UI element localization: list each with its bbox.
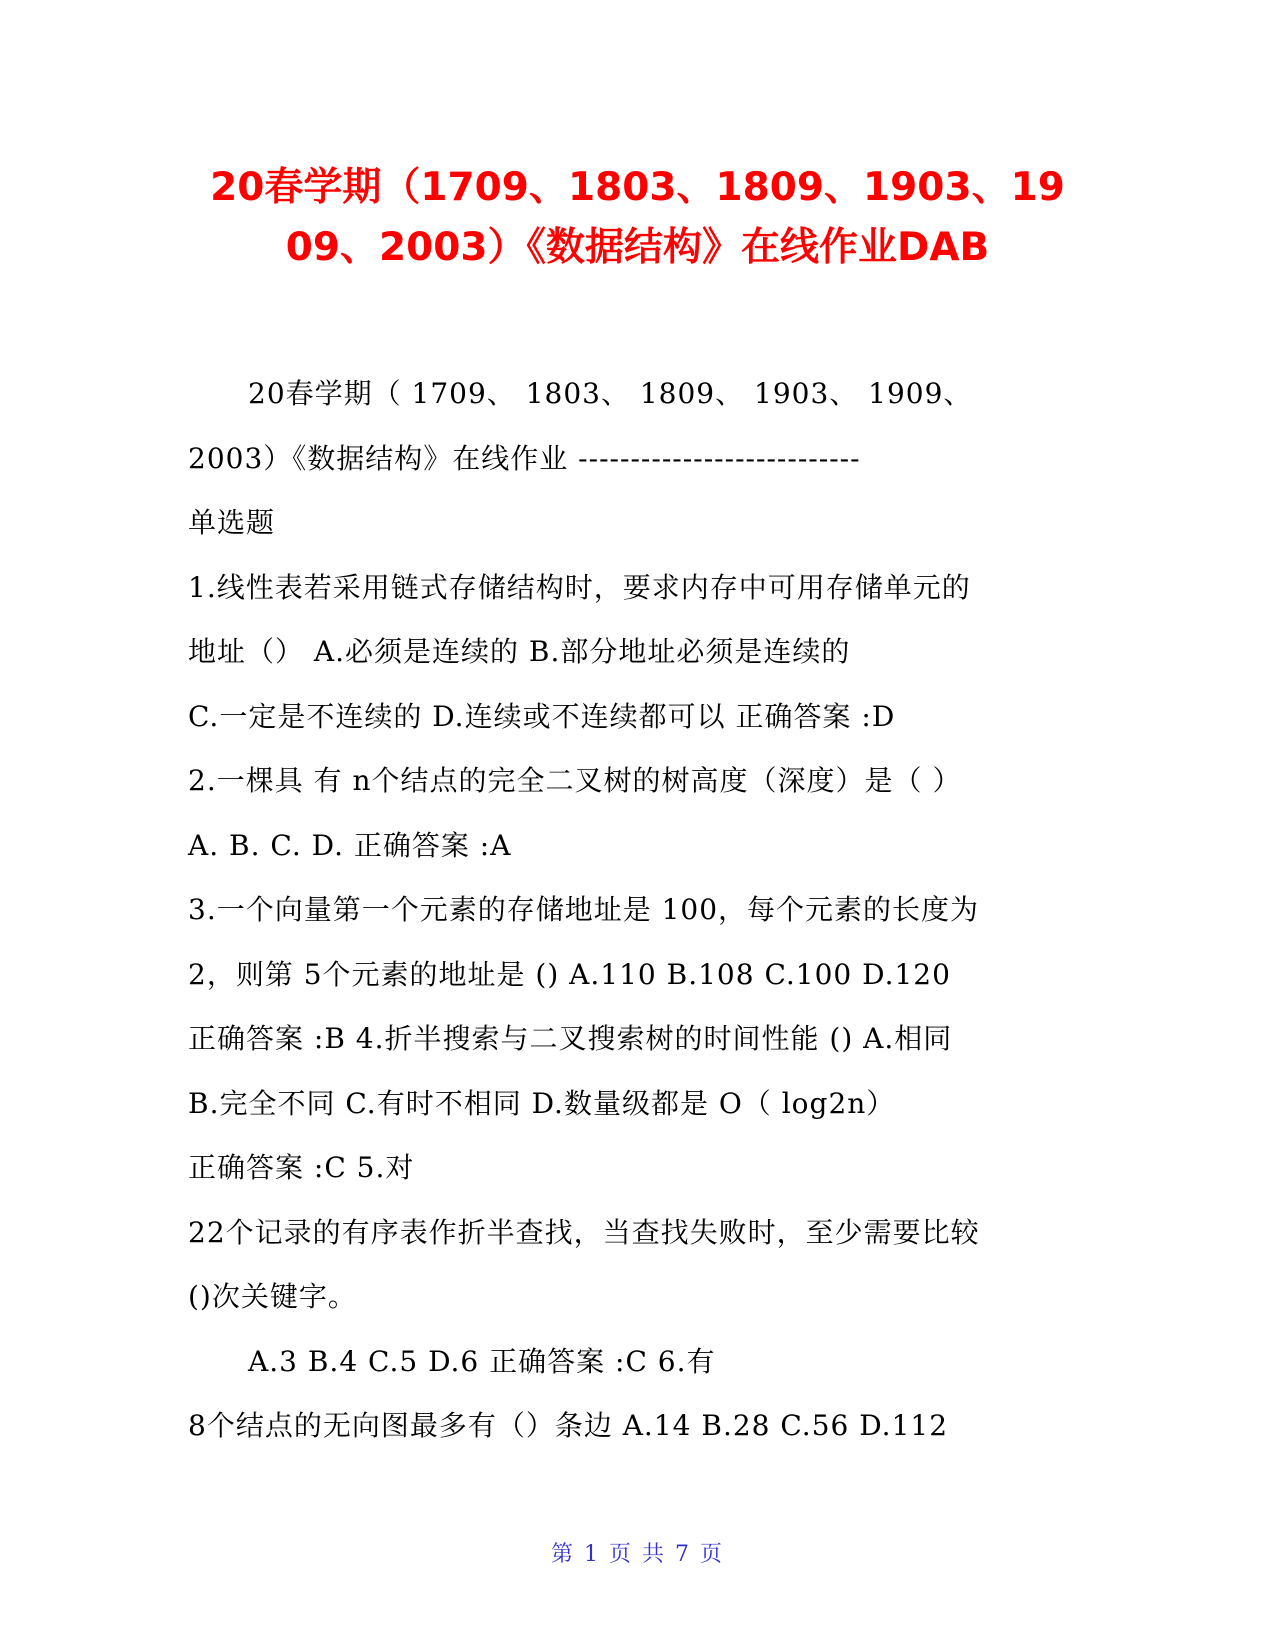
question-6-line-2: 8个结点的无向图最多有（）条边 A.14 B.28 C.56 D.112	[188, 1409, 949, 1442]
question-3-line-2: 2，则第 5个元素的地址是 () A.110 B.108 C.100 D.120	[188, 957, 951, 991]
question-6-line-1: A.3 B.4 C.5 D.6 正确答案 :C 6.有	[248, 1344, 716, 1378]
question-4-line-2: B.完全不同 C.有时不相同 D.数量级都是 O（ log2n）	[188, 1086, 896, 1120]
page-footer: 第 1 页 共 7 页	[551, 1542, 724, 1567]
question-1-line-1: 1.线性表若采用链式存储结构时，要求内存中可用存储单元的	[188, 570, 971, 604]
question-1-line-2: 地址（） A.必须是连续的 B.部分地址必须是连续的	[188, 635, 851, 668]
question-5-line-1: 正确答案 :C 5.对	[188, 1151, 415, 1184]
question-5-line-3: ()次关键字。	[188, 1280, 357, 1313]
question-3-line-1: 3.一个向量第一个元素的存储地址是 100，每个元素的长度为	[188, 893, 980, 926]
title-line-2: 09、2003）《数据结构》在线作业DAB	[285, 225, 990, 270]
title-line-1: 20春学期（1709、1803、1809、1903、19	[210, 165, 1065, 210]
question-4-line-1: 正确答案 :B 4.折半搜索与二叉搜索树的时间性能 () A.相同	[188, 1022, 953, 1055]
question-1-line-3: C.一定是不连续的 D.连续或不连续都可以 正确答案 :D	[188, 699, 896, 733]
question-2-line-2: A. B. C. D. 正确答案 :A	[188, 828, 512, 862]
question-5-line-2: 22个记录的有序表作折半查找，当查找失败时，至少需要比较	[188, 1215, 980, 1249]
section-heading-single-choice: 单选题	[188, 506, 276, 539]
body-line-heading: 20春学期（ 1709、 1803、 1809、 1903、 1909、	[248, 377, 973, 410]
document-title	[160, 158, 1115, 278]
document-body	[188, 362, 1088, 1459]
question-2-line-1: 2.一棵具 有 n个结点的完全二叉树的树高度（深度）是（ ）	[188, 764, 962, 797]
body-line-course: 2003）《数据结构》在线作业 ---------------------------	[188, 441, 861, 475]
